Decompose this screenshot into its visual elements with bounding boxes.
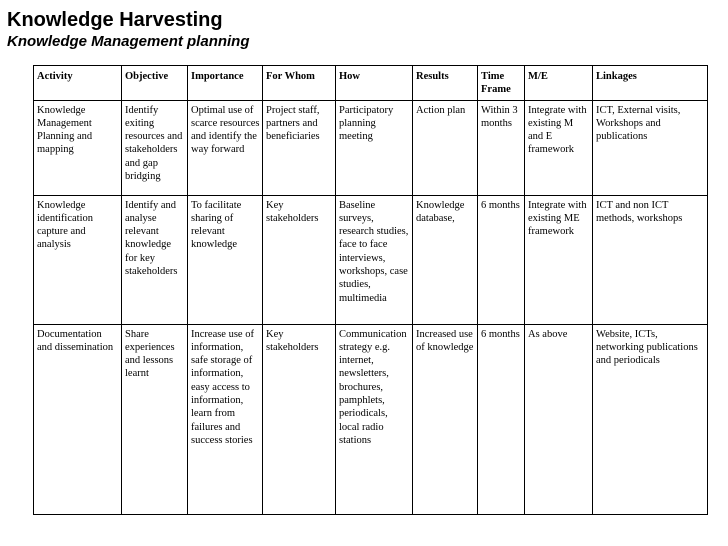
cell-linkages: Website, ICTs, networking publications and periodicals [593,324,708,514]
cell-objective: Share experiences and lessons learnt [122,324,188,514]
table-row [34,195,708,324]
header-how: How [336,66,413,101]
cell-importance: Increase use of information, safe storage of information, easy access to information, learn from failures and success stories [188,324,263,514]
header-results: Results [413,66,478,101]
cell-m-e: Integrate with existing M and E framework [525,100,593,195]
table-row [34,100,708,195]
header-objective: Objective [122,66,188,101]
cell-time-frame: 6 months [478,195,525,324]
cell-how: Baseline surveys, research studies, face to face interviews, workshops, case studies, multimedia [336,195,413,324]
cell-how: Participatory planning meeting [336,100,413,195]
header-activity: Activity [34,66,122,101]
header-time-frame: Time Frame [478,66,525,101]
table-row [34,324,708,514]
cell-linkages: ICT and non ICT methods, workshops [593,195,708,324]
planning-table [33,65,708,515]
header-linkages: Linkages [593,66,708,101]
page-subtitle: Knowledge Management planning [7,33,250,50]
cell-activity: Knowledge Management Planning and mapping [34,100,122,195]
cell-m-e: As above [525,324,593,514]
cell-time-frame: Within 3 months [478,100,525,195]
cell-activity: Documentation and dissemination [34,324,122,514]
cell-results: Action plan [413,100,478,195]
header-m-e: M/E [525,66,593,101]
cell-results: Increased use of knowledge [413,324,478,514]
cell-for-whom: Key stakeholders [263,324,336,514]
cell-time-frame: 6 months [478,324,525,514]
cell-for-whom: Project staff, partners and beneficiaries [263,100,336,195]
cell-importance: Optimal use of scarce resources and identify the way forward [188,100,263,195]
cell-objective: Identify exiting resources and stakeholders and gap bridging [122,100,188,195]
cell-for-whom: Key stakeholders [263,195,336,324]
cell-activity: Knowledge identification capture and analysis [34,195,122,324]
header-importance: Importance [188,66,263,101]
cell-results: Knowledge database, [413,195,478,324]
cell-importance: To facilitate sharing of relevant knowledge [188,195,263,324]
table-header-row [34,66,708,101]
cell-m-e: Integrate with existing ME framework [525,195,593,324]
cell-how: Communication strategy e.g. internet, newsletters, brochures, pamphlets, periodicals, local radio stations [336,324,413,514]
cell-objective: Identify and analyse relevant knowledge for key stakeholders [122,195,188,324]
header-for-whom: For Whom [263,66,336,101]
page-title: Knowledge Harvesting [7,9,223,31]
cell-linkages: ICT, External visits, Workshops and publications [593,100,708,195]
